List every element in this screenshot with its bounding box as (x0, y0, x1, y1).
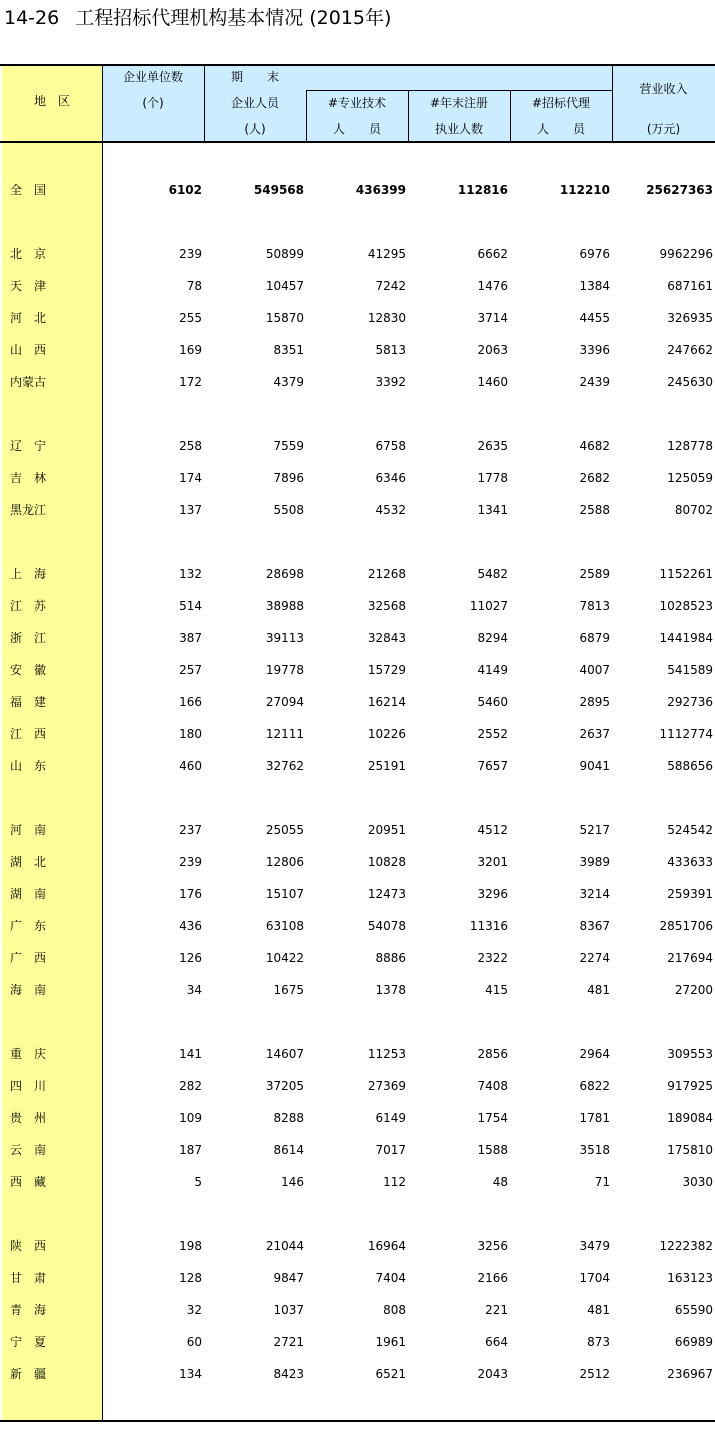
region-cell: 海 南 (10, 983, 47, 997)
table-row (0, 756, 715, 776)
table-number: 14-26 (4, 7, 60, 29)
region-cell: 安 徽 (10, 663, 47, 677)
agents-cell: 4455 (579, 311, 610, 325)
region-cell: 陕 西 (10, 1239, 47, 1253)
staff-cell: 10422 (265, 951, 304, 965)
region-cell: 河 北 (10, 311, 47, 325)
region-cell: 内蒙古 (10, 375, 47, 389)
agents-cell: 3479 (579, 1239, 610, 1253)
enterprises-cell: 239 (179, 247, 202, 261)
registered-cell: 2856 (477, 1047, 508, 1061)
agents-cell: 2588 (579, 503, 610, 517)
staff-cell: 146 (281, 1175, 304, 1189)
region-cell: 广 东 (10, 919, 47, 933)
staff-cell: 8351 (273, 343, 304, 357)
registered-cell: 11316 (469, 919, 508, 933)
revenue-cell: 1222382 (659, 1239, 713, 1253)
revenue-cell: 66989 (674, 1335, 713, 1349)
tech-cell: 16964 (367, 1239, 406, 1253)
agents-cell: 1704 (579, 1271, 610, 1285)
table-row (0, 1364, 715, 1384)
page-title (4, 6, 391, 30)
revenue-cell: 80702 (674, 503, 713, 517)
registered-cell: 2063 (477, 343, 508, 357)
table-row (0, 948, 715, 968)
tech-cell: 32843 (367, 631, 406, 645)
header-registered-label: #年末注册 (429, 96, 489, 110)
staff-cell: 37205 (265, 1079, 304, 1093)
staff-cell: 14607 (265, 1047, 304, 1061)
enterprises-cell: 132 (179, 567, 202, 581)
tech-cell: 7017 (375, 1143, 406, 1157)
revenue-cell: 259391 (667, 887, 713, 901)
enterprises-cell: 436 (179, 919, 202, 933)
tech-cell: 6346 (375, 471, 406, 485)
region-cell: 吉 林 (10, 471, 47, 485)
staff-cell: 7559 (273, 439, 304, 453)
registered-cell: 1341 (477, 503, 508, 517)
region-cell: 新 疆 (10, 1367, 47, 1381)
revenue-cell: 309553 (667, 1047, 713, 1061)
registered-cell: 2322 (477, 951, 508, 965)
tech-cell: 16214 (367, 695, 406, 709)
table-row (0, 1300, 715, 1320)
enterprises-cell: 257 (179, 663, 202, 677)
revenue-cell: 326935 (667, 311, 713, 325)
region-cell: 浙 江 (10, 631, 47, 645)
enterprises-cell: 180 (179, 727, 202, 741)
agents-cell: 8367 (579, 919, 610, 933)
registered-cell: 5460 (477, 695, 508, 709)
header-registered-label2: 执业人数 (434, 122, 483, 136)
registered-cell: 1476 (477, 279, 508, 293)
tech-cell: 7242 (375, 279, 406, 293)
staff-cell: 8288 (273, 1111, 304, 1125)
tech-cell: 10828 (367, 855, 406, 869)
staff-cell: 50899 (265, 247, 304, 261)
revenue-cell: 1028523 (659, 599, 713, 613)
enterprises-cell: 460 (179, 759, 202, 773)
enterprises-cell: 5 (194, 1175, 202, 1189)
agents-cell: 2682 (579, 471, 610, 485)
enterprises-cell: 60 (186, 1335, 202, 1349)
region-cell: 重 庆 (10, 1047, 47, 1061)
revenue-cell: 245630 (667, 375, 713, 389)
region-cell: 全 国 (10, 183, 47, 197)
tech-cell: 25191 (367, 759, 406, 773)
staff-cell: 12806 (265, 855, 304, 869)
staff-cell: 8614 (273, 1143, 304, 1157)
table-row (0, 1140, 715, 1160)
staff-cell: 27094 (265, 695, 304, 709)
table-title: 工程招标代理机构基本情况 (2015年) (75, 7, 392, 29)
enterprises-cell: 172 (179, 375, 202, 389)
agents-cell: 3214 (579, 887, 610, 901)
revenue-cell: 25627363 (646, 183, 713, 197)
tech-cell: 1378 (375, 983, 406, 997)
agents-cell: 112210 (559, 183, 610, 197)
agents-cell: 2637 (579, 727, 610, 741)
enterprises-cell: 258 (179, 439, 202, 453)
table-row (0, 916, 715, 936)
registered-cell: 664 (485, 1335, 508, 1349)
enterprises-cell: 128 (179, 1271, 202, 1285)
tech-cell: 11253 (367, 1047, 406, 1061)
table-row (0, 468, 715, 488)
agents-cell: 6879 (579, 631, 610, 645)
revenue-cell: 236967 (667, 1367, 713, 1381)
tech-cell: 5813 (375, 343, 406, 357)
agents-cell: 2512 (579, 1367, 610, 1381)
staff-cell: 9847 (273, 1271, 304, 1285)
table-row (0, 1268, 715, 1288)
table-row-total (0, 180, 715, 200)
revenue-cell: 687161 (667, 279, 713, 293)
table-row (0, 308, 715, 328)
revenue-cell: 175810 (667, 1143, 713, 1157)
region-cell: 青 海 (10, 1303, 47, 1317)
tech-cell: 8886 (375, 951, 406, 965)
tech-cell: 3392 (375, 375, 406, 389)
revenue-cell: 217694 (667, 951, 713, 965)
header-enterprises-label: 企业单位数 (122, 70, 183, 84)
region-cell: 上 海 (10, 567, 47, 581)
enterprises-cell: 78 (186, 279, 202, 293)
staff-cell: 15107 (265, 887, 304, 901)
registered-cell: 7657 (477, 759, 508, 773)
header-agents-label: #招标代理 (531, 96, 591, 110)
enterprises-cell: 34 (186, 983, 202, 997)
enterprises-cell: 166 (179, 695, 202, 709)
table-row (0, 884, 715, 904)
revenue-cell: 128778 (667, 439, 713, 453)
agents-cell: 481 (587, 983, 610, 997)
registered-cell: 2635 (477, 439, 508, 453)
enterprises-cell: 176 (179, 887, 202, 901)
revenue-cell: 433633 (667, 855, 713, 869)
agents-cell: 2964 (579, 1047, 610, 1061)
enterprises-cell: 237 (179, 823, 202, 837)
registered-cell: 221 (485, 1303, 508, 1317)
header-enterprises-unit: (个) (142, 96, 164, 110)
staff-cell: 39113 (265, 631, 304, 645)
table-top-rule (0, 64, 715, 66)
revenue-cell: 65590 (674, 1303, 713, 1317)
tech-cell: 54078 (367, 919, 406, 933)
tech-cell: 20951 (367, 823, 406, 837)
staff-cell: 549568 (253, 183, 304, 197)
registered-cell: 3201 (477, 855, 508, 869)
agents-cell: 1781 (579, 1111, 610, 1125)
tech-cell: 15729 (367, 663, 406, 677)
header-staff-unit: (人) (244, 122, 266, 136)
staff-cell: 1675 (273, 983, 304, 997)
staff-cell: 21044 (265, 1239, 304, 1253)
registered-cell: 8294 (477, 631, 508, 645)
staff-cell: 32762 (265, 759, 304, 773)
region-cell: 江 苏 (10, 599, 47, 613)
revenue-cell: 917925 (667, 1079, 713, 1093)
staff-cell: 7896 (273, 471, 304, 485)
table-row (0, 628, 715, 648)
registered-cell: 3296 (477, 887, 508, 901)
enterprises-cell: 174 (179, 471, 202, 485)
tech-cell: 6521 (375, 1367, 406, 1381)
staff-cell: 38988 (265, 599, 304, 613)
revenue-cell: 1441984 (659, 631, 713, 645)
table-row (0, 500, 715, 520)
enterprises-cell: 141 (179, 1047, 202, 1061)
tech-cell: 10226 (367, 727, 406, 741)
registered-cell: 1588 (477, 1143, 508, 1157)
revenue-cell: 3030 (682, 1175, 713, 1189)
region-cell: 贵 州 (10, 1111, 47, 1125)
revenue-cell: 292736 (667, 695, 713, 709)
header-tech-label2: 人 员 (332, 122, 381, 136)
enterprises-cell: 514 (179, 599, 202, 613)
revenue-cell: 27200 (674, 983, 713, 997)
enterprises-cell: 126 (179, 951, 202, 965)
agents-cell: 3396 (579, 343, 610, 357)
revenue-cell: 2851706 (659, 919, 713, 933)
table-row (0, 596, 715, 616)
agents-cell: 2274 (579, 951, 610, 965)
region-cell: 河 南 (10, 823, 47, 837)
agents-cell: 3518 (579, 1143, 610, 1157)
table-row (0, 564, 715, 584)
region-cell: 天 津 (10, 279, 47, 293)
tech-cell: 7404 (375, 1271, 406, 1285)
header-sub-rule (306, 90, 612, 91)
registered-cell: 2552 (477, 727, 508, 741)
agents-cell: 2589 (579, 567, 610, 581)
revenue-cell: 125059 (667, 471, 713, 485)
registered-cell: 7408 (477, 1079, 508, 1093)
revenue-cell: 163123 (667, 1271, 713, 1285)
table-row (0, 852, 715, 872)
agents-cell: 873 (587, 1335, 610, 1349)
tech-cell: 6758 (375, 439, 406, 453)
region-cell: 宁 夏 (10, 1335, 47, 1349)
region-cell: 西 藏 (10, 1175, 47, 1189)
agents-cell: 481 (587, 1303, 610, 1317)
tech-cell: 808 (383, 1303, 406, 1317)
tech-cell: 27369 (367, 1079, 406, 1093)
tech-cell: 4532 (375, 503, 406, 517)
region-cell: 江 西 (10, 727, 47, 741)
registered-cell: 1460 (477, 375, 508, 389)
table-row (0, 1044, 715, 1064)
region-cell: 湖 南 (10, 887, 47, 901)
agents-cell: 4682 (579, 439, 610, 453)
enterprises-cell: 137 (179, 503, 202, 517)
table-row (0, 1172, 715, 1192)
registered-cell: 3256 (477, 1239, 508, 1253)
table-bottom-rule (0, 1420, 715, 1422)
registered-cell: 2166 (477, 1271, 508, 1285)
region-cell: 山 东 (10, 759, 47, 773)
registered-cell: 6662 (477, 247, 508, 261)
tech-cell: 1961 (375, 1335, 406, 1349)
staff-cell: 12111 (265, 727, 304, 741)
registered-cell: 11027 (469, 599, 508, 613)
table-row (0, 1332, 715, 1352)
header-revenue-label: 营业收入 (639, 82, 688, 96)
header-agents-label2: 人 员 (536, 122, 585, 136)
revenue-cell: 1112774 (659, 727, 713, 741)
table-row (0, 660, 715, 680)
enterprises-cell: 169 (179, 343, 202, 357)
enterprises-cell: 32 (186, 1303, 202, 1317)
table-row (0, 692, 715, 712)
region-column-background (2, 66, 102, 1422)
registered-cell: 2043 (477, 1367, 508, 1381)
staff-cell: 1037 (273, 1303, 304, 1317)
region-cell: 湖 北 (10, 855, 47, 869)
registered-cell: 48 (492, 1175, 508, 1189)
table-row (0, 244, 715, 264)
region-cell: 四 川 (10, 1079, 47, 1093)
region-column-divider (102, 66, 103, 1422)
agents-cell: 1384 (579, 279, 610, 293)
staff-cell: 10457 (265, 279, 304, 293)
table-row (0, 724, 715, 744)
enterprises-cell: 134 (179, 1367, 202, 1381)
staff-cell: 5508 (273, 503, 304, 517)
table-row (0, 276, 715, 296)
staff-cell: 19778 (265, 663, 304, 677)
staff-cell: 63108 (265, 919, 304, 933)
region-cell: 广 西 (10, 951, 47, 965)
enterprises-cell: 255 (179, 311, 202, 325)
staff-cell: 2721 (273, 1335, 304, 1349)
tech-cell: 436399 (355, 183, 406, 197)
registered-cell: 1778 (477, 471, 508, 485)
revenue-cell: 247662 (667, 343, 713, 357)
registered-cell: 1754 (477, 1111, 508, 1125)
table-row (0, 436, 715, 456)
tech-cell: 12473 (367, 887, 406, 901)
enterprises-cell: 387 (179, 631, 202, 645)
table-row (0, 1076, 715, 1096)
tech-cell: 6149 (375, 1111, 406, 1125)
agents-cell: 7813 (579, 599, 610, 613)
enterprises-cell: 198 (179, 1239, 202, 1253)
enterprises-cell: 239 (179, 855, 202, 869)
staff-cell: 28698 (265, 567, 304, 581)
table-row (0, 980, 715, 1000)
registered-cell: 5482 (477, 567, 508, 581)
region-cell: 北 京 (10, 247, 47, 261)
table-row (0, 820, 715, 840)
header-tech-label: #专业技术 (327, 96, 387, 110)
revenue-cell: 588656 (667, 759, 713, 773)
staff-cell: 4379 (273, 375, 304, 389)
staff-cell: 15870 (265, 311, 304, 325)
registered-cell: 415 (485, 983, 508, 997)
header-staff-label: 企业人员 (230, 96, 279, 110)
table-row (0, 372, 715, 392)
table-row (0, 1108, 715, 1128)
agents-cell: 6822 (579, 1079, 610, 1093)
region-cell: 辽 宁 (10, 439, 47, 453)
agents-cell: 6976 (579, 247, 610, 261)
region-cell: 甘 肃 (10, 1271, 47, 1285)
revenue-cell: 1152261 (659, 567, 713, 581)
registered-cell: 4149 (477, 663, 508, 677)
table-row (0, 1236, 715, 1256)
table-row (0, 340, 715, 360)
header-revenue-unit: (万元) (646, 122, 681, 136)
region-cell: 福 建 (10, 695, 47, 709)
revenue-cell: 524542 (667, 823, 713, 837)
header-period-end: 期 末 (230, 70, 279, 84)
agents-cell: 2895 (579, 695, 610, 709)
tech-cell: 12830 (367, 311, 406, 325)
region-cell: 云 南 (10, 1143, 47, 1157)
agents-cell: 2439 (579, 375, 610, 389)
agents-cell: 9041 (579, 759, 610, 773)
agents-cell: 4007 (579, 663, 610, 677)
revenue-cell: 9962296 (659, 247, 713, 261)
tech-cell: 32568 (367, 599, 406, 613)
tech-cell: 41295 (367, 247, 406, 261)
enterprises-cell: 6102 (168, 183, 202, 197)
staff-cell: 8423 (273, 1367, 304, 1381)
agents-cell: 3989 (579, 855, 610, 869)
header-region: 地 区 (33, 94, 70, 108)
region-cell: 山 西 (10, 343, 47, 357)
enterprises-cell: 187 (179, 1143, 202, 1157)
staff-cell: 25055 (265, 823, 304, 837)
enterprises-cell: 109 (179, 1111, 202, 1125)
enterprises-cell: 282 (179, 1079, 202, 1093)
header-bottom-rule (0, 141, 715, 143)
registered-cell: 4512 (477, 823, 508, 837)
agents-cell: 5217 (579, 823, 610, 837)
registered-cell: 112816 (457, 183, 508, 197)
tech-cell: 21268 (367, 567, 406, 581)
region-cell: 黑龙江 (10, 503, 47, 517)
revenue-cell: 189084 (667, 1111, 713, 1125)
registered-cell: 3714 (477, 311, 508, 325)
agents-cell: 71 (594, 1175, 610, 1189)
tech-cell: 112 (383, 1175, 406, 1189)
revenue-cell: 541589 (667, 663, 713, 677)
